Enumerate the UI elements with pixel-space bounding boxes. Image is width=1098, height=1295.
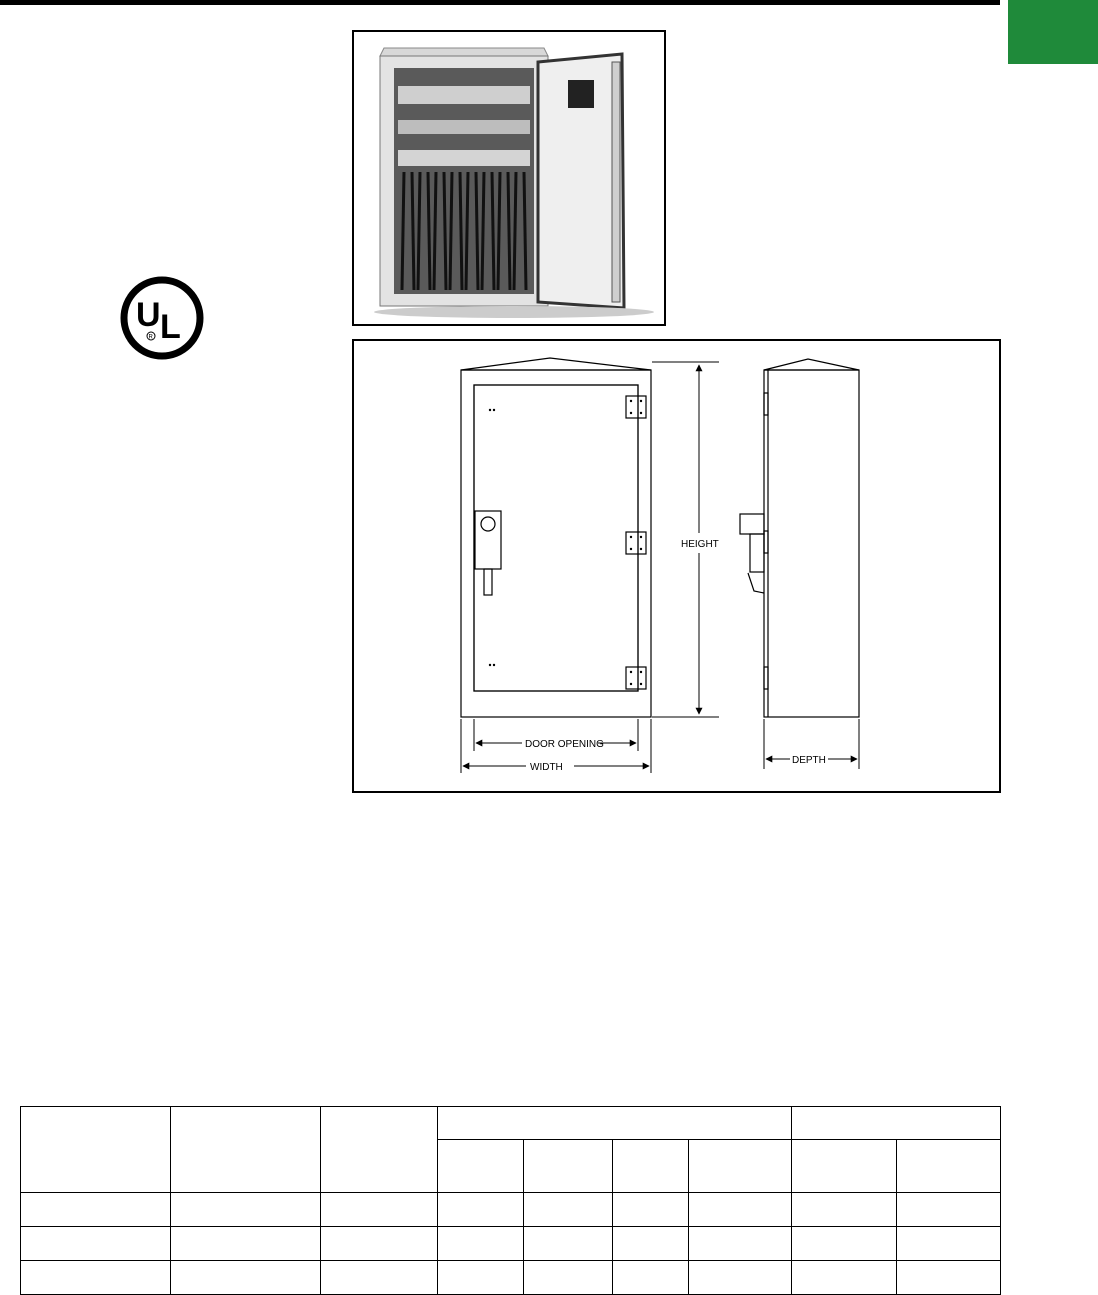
table-header-cell — [792, 1140, 897, 1193]
dimension-drawing — [352, 339, 1001, 793]
table-cell — [524, 1261, 613, 1295]
table-cell — [21, 1193, 171, 1227]
spec-table — [20, 1106, 1001, 1295]
table-header-cell — [689, 1140, 792, 1193]
table-cell — [21, 1227, 171, 1261]
door-opening-label: DOOR OPENING — [525, 739, 604, 750]
table-header-cell — [438, 1140, 524, 1193]
table-cell — [897, 1261, 1001, 1295]
table-header-cell — [21, 1107, 171, 1193]
table-header-row — [21, 1107, 1001, 1140]
svg-text:U: U — [136, 296, 161, 334]
table-cell — [524, 1227, 613, 1261]
top-rule — [0, 0, 1000, 5]
table-row — [21, 1193, 1001, 1227]
table-row — [21, 1227, 1001, 1261]
table-cell — [321, 1193, 438, 1227]
table-cell — [438, 1261, 524, 1295]
table-cell — [321, 1227, 438, 1261]
table-header-cell — [524, 1140, 613, 1193]
depth-label: DEPTH — [792, 755, 826, 766]
table-cell — [438, 1227, 524, 1261]
table-cell — [792, 1193, 897, 1227]
table-cell — [897, 1227, 1001, 1261]
svg-text:R: R — [148, 334, 153, 341]
enclosure-photo-image — [354, 32, 664, 324]
height-label: HEIGHT — [681, 539, 719, 550]
side-view — [740, 359, 859, 717]
table-group-header-cell — [438, 1107, 792, 1140]
table-cell — [613, 1227, 689, 1261]
svg-text:L: L — [160, 308, 181, 346]
table-header-cell — [613, 1140, 689, 1193]
table-cell — [792, 1261, 897, 1295]
ul-logo-icon — [118, 274, 206, 362]
table-cell — [321, 1261, 438, 1295]
table-group-header-cell — [792, 1107, 1001, 1140]
table-cell — [171, 1261, 321, 1295]
table-cell — [689, 1261, 792, 1295]
table-cell — [689, 1193, 792, 1227]
section-tab — [1008, 0, 1098, 64]
table-cell — [171, 1227, 321, 1261]
table-row — [21, 1261, 1001, 1295]
front-view — [461, 358, 651, 717]
table-cell — [21, 1261, 171, 1295]
table-cell — [171, 1193, 321, 1227]
table-header-cell — [897, 1140, 1001, 1193]
table-cell — [613, 1193, 689, 1227]
table-cell — [613, 1261, 689, 1295]
enclosure-photo — [352, 30, 666, 326]
table-cell — [792, 1227, 897, 1261]
table-header-cell — [171, 1107, 321, 1193]
width-label: WIDTH — [530, 762, 563, 773]
table-cell — [524, 1193, 613, 1227]
table-cell — [689, 1227, 792, 1261]
table-cell — [438, 1193, 524, 1227]
table-cell — [897, 1193, 1001, 1227]
table-header-cell — [321, 1107, 438, 1193]
dimension-drawing-svg — [354, 341, 999, 791]
